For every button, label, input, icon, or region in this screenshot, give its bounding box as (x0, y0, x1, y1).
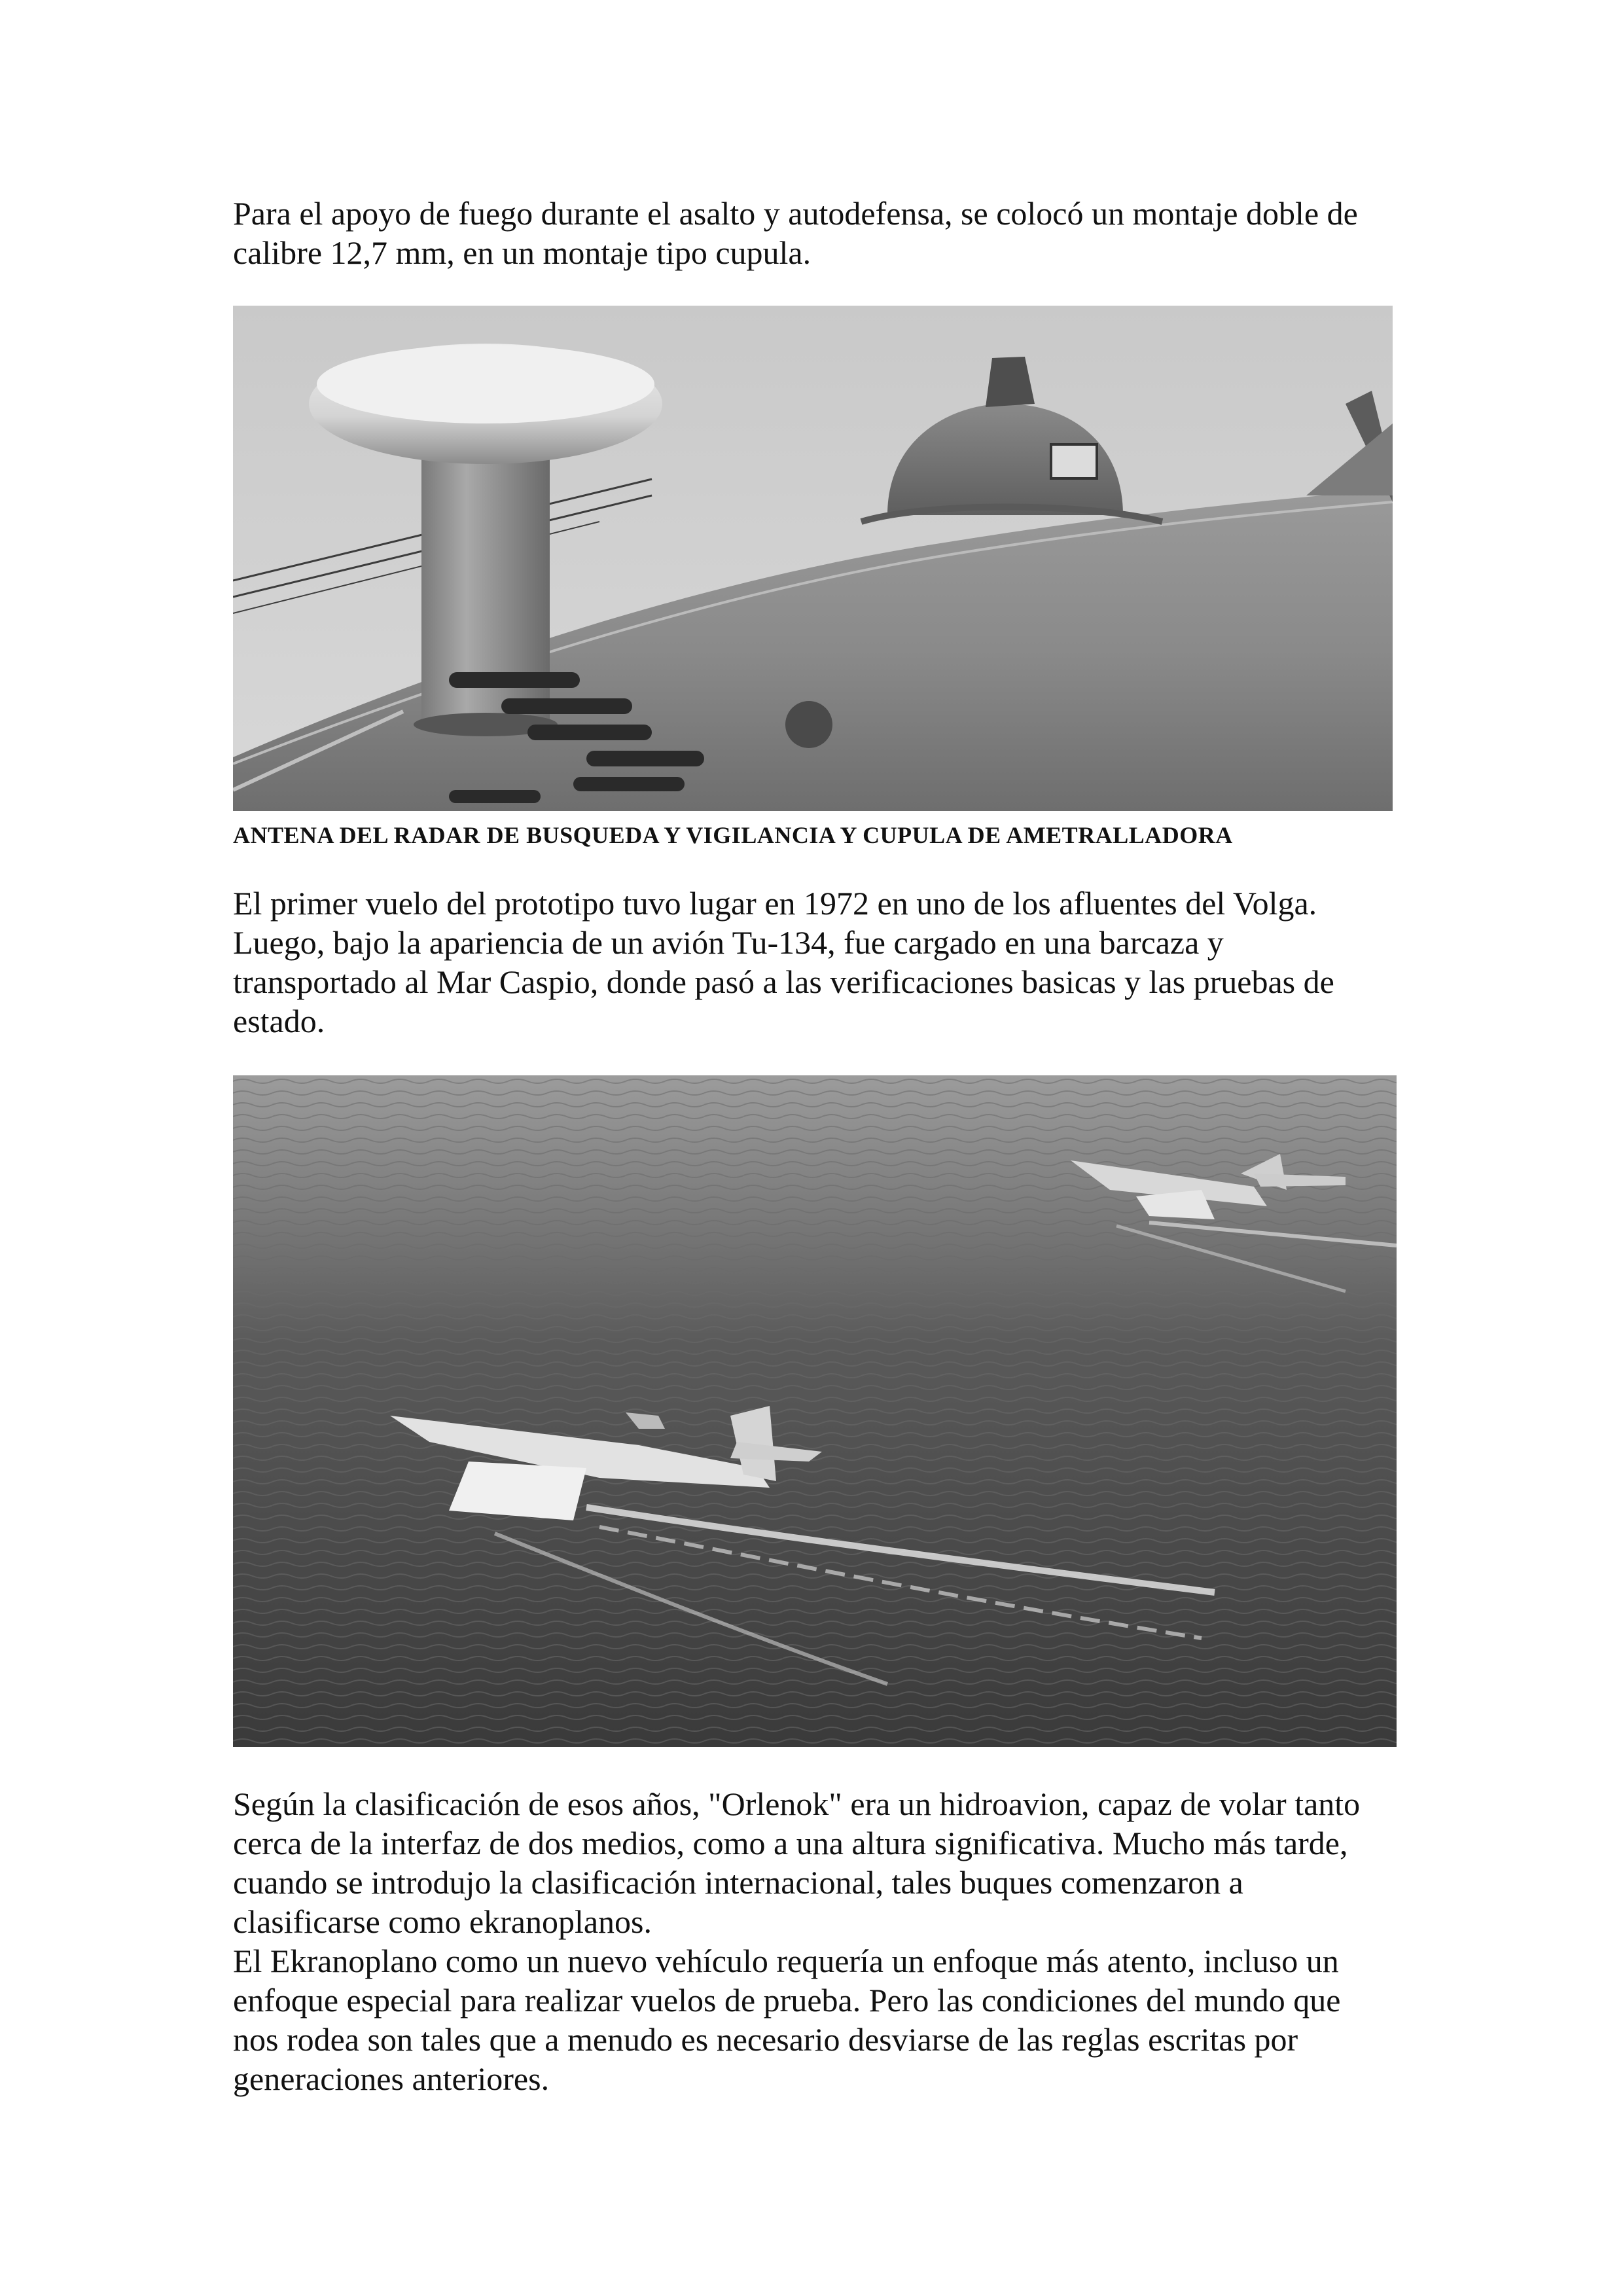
paragraph-3-line: cerca de la interfaz de dos medios, como a una altura significativa. Mucho más tarde, (233, 1825, 1348, 1861)
radar-antenna-photo (233, 306, 1393, 811)
paragraph-4-line: nos rodea son tales que a menudo es necesario desviarse de las reglas escritas por (233, 2021, 1298, 2058)
ekranoplan-water-photo (233, 1075, 1397, 1747)
paragraph-3-line: clasificarse como ekranoplanos. (233, 1903, 652, 1940)
paragraph-4-line: generaciones anteriores. (233, 2060, 550, 2097)
paragraph-2-line: transportado al Mar Caspio, donde pasó a las verificaciones basicas y las pruebas de (233, 963, 1334, 1000)
paragraph-3-line: Según la clasificación de esos años, "Orlenok" era un hidroavion, capaz de volar tanto (233, 1785, 1361, 1822)
paragraph-2-line: Luego, bajo la apariencia de un avión Tu-134, fue cargado en una barcaza y (233, 924, 1224, 961)
paragraph-1-line: Para el apoyo de fuego durante el asalto y autodefensa, se colocó un montaje doble de (233, 195, 1358, 232)
figure-1-caption: ANTENA DEL RADAR DE BUSQUEDA Y VIGILANCIA Y CUPULA DE AMETRALLADORA (233, 822, 1233, 848)
paragraph-1 (233, 194, 1404, 272)
paragraph-2-line: El primer vuelo del prototipo tuvo lugar en 1972 en uno de los afluentes del Volga. (233, 885, 1317, 922)
paragraph-2-line: estado. (233, 1003, 325, 1039)
paragraph-2 (233, 884, 1404, 1041)
paragraph-4-line: enfoque especial para realizar vuelos de prueba. Pero las condiciones del mundo que (233, 1982, 1341, 2018)
paragraph-4 (233, 1941, 1404, 2098)
paragraph-4-line: El Ekranoplano como un nuevo vehículo requería un enfoque más atento, incluso un (233, 1943, 1339, 1979)
paragraph-3-line: cuando se introdujo la clasificación internacional, tales buques comenzaron a (233, 1864, 1243, 1901)
paragraph-1-line: calibre 12,7 mm, en un montaje tipo cupula. (233, 234, 812, 271)
paragraph-3 (233, 1784, 1404, 1941)
